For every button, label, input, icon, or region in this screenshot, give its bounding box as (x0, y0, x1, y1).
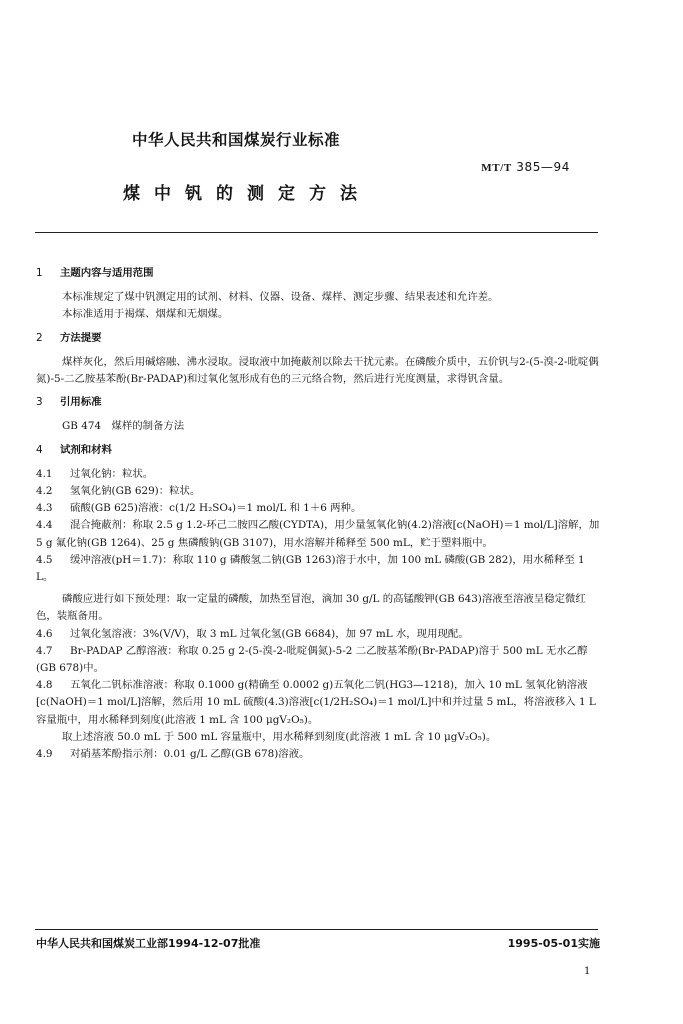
note-phosphoric-acid: 磷酸应进行如下预处理：取一定量的磷酸，加热至冒泡，滴加 30 g/L 的高锰酸钾(GB 643)溶液至溶液呈稳定微红色，装瓶备用。 (36, 593, 586, 623)
approval-line: 中华人民共和国煤炭工业部1994-12-07批准 (36, 937, 261, 950)
document-body (36, 259, 602, 763)
bottom-divider (35, 929, 598, 930)
standard-code: 385—94 (516, 160, 570, 174)
referenced-standard: GB 474 煤样的制备方法 (62, 420, 185, 433)
section-1-paragraph-1: 本标准规定了煤中钒测定用的试剂、材料、仪器、设备、煤样、测定步骤、结果表述和允许差。 (62, 291, 499, 304)
section-2-paragraph: 煤样灰化，然后用碱熔融、沸水浸取。浸取液中加掩蔽剂以除去干扰元素。在磷酸介质中，五价钒与2-(5-溴-2-吡啶偶氮)-5-二乙胺基苯酚(Br-PADAP)和过氧化氢形成有色的三元络合物，然后进行光度测量，求得钒含量。 (36, 355, 599, 386)
standard-number (481, 160, 570, 174)
note-dilution: 取上述溶液 50.0 mL 于 500 mL 容量瓶中，用水稀释到刻度(此溶液 1 mL 含 10 μgV₂O₅)。 (62, 730, 497, 743)
section-number: 3 (36, 396, 43, 409)
section-title: 方法提要 (60, 331, 102, 344)
section-4-heading (36, 442, 602, 459)
list-item: 4.8 五氧化二钒标准溶液：称取 0.1000 g(精确至 0.0002 g)五氧化二钒(HG3—1218)，加入 10 mL 氢氧化钠溶液[c(NaOH)＝1 mol/L]溶解，然后用 10 mL 硫酸(4.3)溶液[c(1/2H₂SO₄)＝1 mol/L]中和并过量 5 mL，将溶液移入 1 L 容量瓶中，用水稀释到刻度(此溶液 1 mL 含 100 μgV₂O₅)。 (36, 679, 596, 726)
standard-prefix: MT/T (481, 162, 512, 174)
org-title: 中华人民共和国煤炭行业标准 (132, 131, 341, 149)
list-item: 4.4 混合掩蔽剂：称取 2.5 g 1.2-环己二胺四乙酸(CYDTA)，用少量氢氧化钠(4.2)溶液[c(NaOH)＝1 mol/L]溶解，加 5 g 氟化钠(GB 1264)、25 g 焦磷酸钠(GB 3107)，用水溶解并稀释至 500 mL，贮于塑料瓶中。 (36, 519, 600, 549)
section-number: 2 (36, 331, 43, 344)
section-2-heading (36, 330, 602, 347)
section-title: 试剂和材料 (60, 443, 112, 456)
effective-date: 1995-05-01实施 (507, 937, 600, 950)
document-title: 煤中钒的测定方法 (123, 184, 371, 204)
section-3-heading (36, 394, 602, 411)
section-1-heading (36, 265, 602, 282)
section-1-paragraph-2: 本标准适用于褐煤、烟煤和无烟煤。 (62, 308, 229, 321)
list-item: 4.3 硫酸(GB 625)溶液：c(1/2 H₂SO₄)＝1 mol/L 和 1＋6 两种。 (36, 502, 362, 515)
section-title: 引用标准 (60, 396, 102, 409)
list-item: 4.6 过氧化氢溶液：3%(V/V)，取 3 mL 过氧化氢(GB 6684)，加 97 mL 水，现用现配。 (36, 627, 469, 640)
list-item: 4.9 对硝基苯酚指示剂：0.01 g/L 乙醇(GB 678)溶液。 (36, 748, 310, 761)
list-item: 4.2 氢氧化钠(GB 629)：粒状。 (36, 485, 201, 498)
section-title: 主题内容与适用范围 (60, 267, 154, 279)
section-number: 4 (36, 443, 43, 456)
top-divider (35, 232, 598, 233)
list-item: 4.5 缓冲溶液(pH＝1.7)：称取 110 g 磷酸氢二钠(GB 1263)溶于水中，加 100 mL 磷酸(GB 282)，用水稀释至 1 L。 (36, 553, 585, 584)
list-item: 4.7 Br-PADAP 乙醇溶液：称取 0.25 g 2-(5-溴-2-吡啶偶氮)-5-2 二乙胺基苯酚(Br-PADAP)溶于 500 mL 无水乙醇(GB 678)中。 (36, 644, 588, 675)
section-number: 1 (36, 267, 43, 279)
list-item: 4.1 过氧化钠：粒状。 (36, 467, 154, 480)
page-number: 1 (584, 966, 591, 977)
